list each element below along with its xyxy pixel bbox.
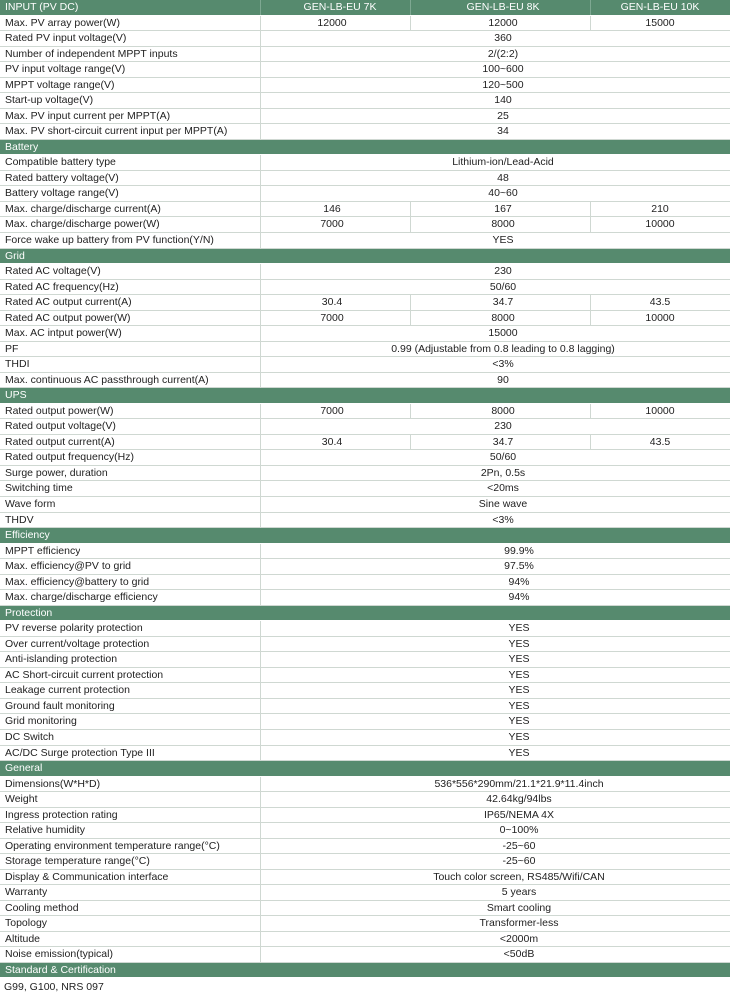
column-divider [260, 544, 261, 559]
column-divider [260, 311, 261, 326]
spec-label: Weight [5, 793, 38, 806]
column-divider [260, 295, 261, 310]
spec-row [0, 916, 730, 932]
spec-value: 2Pn, 0.5s [480, 466, 526, 479]
spec-value: 146 [323, 202, 341, 215]
spec-value: YES [508, 715, 530, 728]
spec-value: 10000 [645, 311, 675, 324]
certification-text: G99, G100, NRS 097 [4, 981, 104, 993]
spec-label: Altitude [5, 932, 41, 945]
spec-label: Start-up voltage(V) [5, 94, 94, 107]
spec-value: YES [508, 684, 530, 697]
spec-value: YES [508, 622, 530, 635]
spec-label: Rated output voltage(V) [5, 420, 116, 433]
spec-row [0, 31, 730, 47]
spec-row [0, 808, 730, 824]
spec-row [0, 575, 730, 591]
spec-value: YES [508, 746, 530, 759]
spec-value: YES [508, 668, 530, 681]
spec-value: -25~60 [502, 839, 536, 852]
column-divider [260, 823, 261, 838]
column-divider [260, 155, 261, 170]
spec-label: Surge power, duration [5, 466, 108, 479]
spec-row [0, 419, 730, 435]
spec-label: Dimensions(W*H*D) [5, 777, 101, 790]
spec-row [0, 839, 730, 855]
spec-value: Lithium-ion/Lead-Acid [452, 156, 554, 169]
column-divider [260, 854, 261, 869]
column-divider [260, 714, 261, 729]
spec-row [0, 155, 730, 171]
column-divider [590, 0, 591, 15]
column-divider [260, 683, 261, 698]
spec-label: Max. efficiency@PV to grid [5, 560, 132, 573]
spec-label: Max. PV short-circuit current input per MPPT(A) [5, 125, 228, 138]
spec-value: 25 [497, 109, 509, 122]
column-divider [260, 450, 261, 465]
spec-row [0, 342, 730, 358]
column-divider [260, 590, 261, 605]
model-column-header: GEN-LB-EU 7K [303, 1, 377, 13]
spec-value: <2000m [499, 932, 539, 945]
spec-value: 43.5 [649, 435, 671, 448]
column-divider [410, 295, 411, 310]
spec-value: 15000 [645, 16, 675, 29]
column-divider [260, 575, 261, 590]
spec-label: Rated AC frequency(Hz) [5, 280, 119, 293]
spec-label: Rated output power(W) [5, 404, 114, 417]
spec-row [0, 404, 730, 420]
section-title: General [5, 762, 43, 775]
column-divider [410, 0, 411, 15]
spec-label: MPPT efficiency [5, 544, 81, 557]
spec-row [0, 171, 730, 187]
column-divider [260, 0, 261, 15]
spec-label: Rated output frequency(Hz) [5, 451, 134, 464]
spec-label: Rated output current(A) [5, 435, 115, 448]
spec-row [0, 590, 730, 606]
column-divider [260, 746, 261, 761]
spec-label: Max. charge/discharge current(A) [5, 202, 161, 215]
spec-value: 10000 [645, 218, 675, 231]
spec-value: 12000 [317, 16, 347, 29]
spec-label: Display & Communication interface [5, 870, 169, 883]
spec-value: 230 [494, 420, 512, 433]
spec-row [0, 932, 730, 948]
spec-label: Leakage current protection [5, 684, 130, 697]
column-divider [590, 217, 591, 232]
spec-row [0, 652, 730, 668]
spec-label: PF [5, 342, 19, 355]
spec-label: Max. efficiency@battery to grid [5, 575, 150, 588]
spec-value: 40~60 [488, 187, 518, 200]
column-divider [260, 932, 261, 947]
section-title: Standard & Certification [5, 963, 116, 976]
spec-row [0, 777, 730, 793]
spec-row [0, 792, 730, 808]
spec-label: Storage temperature range(°C) [5, 855, 150, 868]
column-divider [590, 404, 591, 419]
spec-label: THDI [5, 358, 30, 371]
spec-value: 2/(2:2) [487, 47, 519, 60]
spec-label: AC/DC Surge protection Type III [5, 746, 155, 759]
spec-label: Max. AC intput power(W) [5, 327, 122, 340]
column-divider [260, 901, 261, 916]
spec-label: Grid monitoring [5, 715, 77, 728]
column-divider [260, 668, 261, 683]
spec-label: PV reverse polarity protection [5, 622, 143, 635]
section-header [0, 249, 730, 265]
column-divider [260, 404, 261, 419]
spec-label: Ground fault monitoring [5, 699, 115, 712]
column-divider [410, 404, 411, 419]
spec-label: THDV [5, 513, 34, 526]
column-divider [590, 311, 591, 326]
spec-value: 120~500 [482, 78, 524, 91]
spec-label: Anti-islanding protection [5, 653, 118, 666]
column-divider [410, 202, 411, 217]
column-divider [260, 839, 261, 854]
column-divider [260, 777, 261, 792]
column-divider [260, 357, 261, 372]
spec-row [0, 544, 730, 560]
spec-value: 8000 [491, 218, 515, 231]
spec-value: 94% [508, 591, 530, 604]
spec-label: Max. charge/discharge efficiency [5, 591, 158, 604]
column-divider [260, 466, 261, 481]
spec-value: 7000 [320, 311, 344, 324]
spec-value: 42.64kg/94lbs [486, 793, 552, 806]
column-divider [410, 217, 411, 232]
spec-label: Rated AC voltage(V) [5, 265, 101, 278]
section-header [0, 761, 730, 777]
spec-row [0, 637, 730, 653]
spec-value: 7000 [320, 218, 344, 231]
spec-value: 7000 [320, 404, 344, 417]
spec-row [0, 683, 730, 699]
spec-value: 34.7 [492, 296, 514, 309]
column-divider [260, 808, 261, 823]
section-title: Efficiency [5, 529, 50, 542]
spec-row [0, 621, 730, 637]
section-header [0, 528, 730, 544]
spec-row [0, 109, 730, 125]
spec-row [0, 513, 730, 529]
section-title: Protection [5, 606, 53, 619]
column-divider [260, 342, 261, 357]
spec-label: Rated AC output current(A) [5, 296, 132, 309]
spec-label: Force wake up battery from PV function(Y/N) [5, 233, 214, 246]
spec-value: YES [508, 699, 530, 712]
spec-row [0, 357, 730, 373]
column-divider [590, 435, 591, 450]
column-divider [260, 637, 261, 652]
spec-label: Wave form [5, 498, 56, 510]
column-divider [260, 497, 261, 512]
spec-row [0, 901, 730, 917]
spec-value: <20ms [487, 482, 519, 495]
spec-row [0, 450, 730, 466]
spec-value: 0~100% [499, 824, 539, 837]
spec-value: 50/60 [489, 280, 517, 293]
column-divider [260, 513, 261, 528]
column-divider [260, 264, 261, 279]
spec-label: Ingress protection rating [5, 808, 118, 821]
column-divider [260, 171, 261, 186]
spec-row [0, 746, 730, 762]
spec-label: Max. PV input current per MPPT(A) [5, 109, 171, 122]
column-divider [260, 233, 261, 248]
section-header [0, 0, 730, 16]
spec-value: 0.99 (Adjustable from 0.8 leading to 0.8 lagging) [391, 342, 615, 355]
column-divider [260, 16, 261, 31]
spec-value: 97.5% [504, 560, 534, 573]
spec-row [0, 668, 730, 684]
section-header [0, 388, 730, 404]
spec-value: <3% [492, 513, 514, 526]
spec-value: 12000 [488, 16, 518, 29]
column-divider [260, 559, 261, 574]
spec-row [0, 202, 730, 218]
spec-value: <50dB [503, 948, 535, 961]
spec-row [0, 947, 730, 963]
column-divider [260, 202, 261, 217]
spec-label: Rated AC output power(W) [5, 311, 131, 324]
column-divider [260, 652, 261, 667]
spec-label: DC Switch [5, 730, 55, 743]
column-divider [260, 93, 261, 108]
column-divider [260, 730, 261, 745]
column-divider [410, 16, 411, 31]
column-divider [260, 792, 261, 807]
spec-value: <3% [492, 358, 514, 371]
spec-row [0, 559, 730, 575]
column-divider [590, 295, 591, 310]
section-header [0, 140, 730, 156]
spec-label: Operating environment temperature range(°C) [5, 839, 220, 852]
spec-row [0, 885, 730, 901]
spec-row [0, 62, 730, 78]
spec-row [0, 264, 730, 280]
column-divider [260, 109, 261, 124]
spec-label: AC Short-circuit current protection [5, 668, 164, 681]
spec-row [0, 311, 730, 327]
section-title: UPS [5, 389, 27, 402]
column-divider [260, 947, 261, 962]
spec-value: YES [492, 233, 514, 246]
spec-row [0, 326, 730, 342]
spec-value: 43.5 [649, 296, 671, 309]
spec-row [0, 730, 730, 746]
spec-row [0, 78, 730, 94]
spec-row [0, 124, 730, 140]
spec-label: Max. continuous AC passthrough current(A) [5, 373, 209, 386]
spec-value: Smart cooling [486, 901, 552, 914]
spec-row [0, 481, 730, 497]
spec-value: 48 [497, 171, 509, 184]
spec-value: 30.4 [321, 296, 343, 309]
spec-row [0, 47, 730, 63]
spec-value: 230 [494, 265, 512, 278]
spec-value: 90 [497, 373, 509, 386]
spec-value: 94% [508, 575, 530, 588]
spec-label: Cooling method [5, 901, 79, 914]
spec-value: 140 [494, 94, 512, 107]
column-divider [260, 885, 261, 900]
spec-row [0, 497, 730, 513]
spec-label: PV input voltage range(V) [5, 63, 126, 76]
spec-value: 30.4 [321, 435, 343, 448]
spec-row [0, 373, 730, 389]
spec-value: 210 [651, 202, 669, 215]
spec-value: 34.7 [492, 435, 514, 448]
spec-value: -25~60 [502, 855, 536, 868]
spec-value: 360 [494, 32, 512, 45]
spec-row [0, 466, 730, 482]
section-title: INPUT (PV DC) [5, 1, 79, 13]
spec-row [0, 854, 730, 870]
spec-value: 10000 [645, 404, 675, 417]
spec-value: 536*556*290mm/21.1*21.9*11.4inch [434, 777, 604, 790]
spec-label: Max. charge/discharge power(W) [5, 218, 160, 231]
spec-row [0, 699, 730, 715]
model-column-header: GEN-LB-EU 10K [620, 1, 700, 13]
column-divider [260, 280, 261, 295]
spec-value: 15000 [488, 327, 518, 340]
spec-value: IP65/NEMA 4X [483, 808, 555, 821]
section-title: Battery [5, 140, 39, 153]
spec-label: Compatible battery type [5, 156, 116, 169]
spec-label: Switching time [5, 482, 73, 495]
spec-label: Topology [5, 917, 48, 930]
spec-label: Number of independent MPPT inputs [5, 47, 178, 60]
spec-value: 50/60 [489, 451, 517, 464]
spec-value: Sine wave [478, 498, 528, 510]
spec-value: 100~600 [482, 63, 524, 76]
column-divider [260, 916, 261, 931]
column-divider [260, 186, 261, 201]
column-divider [410, 311, 411, 326]
column-divider [590, 16, 591, 31]
column-divider [260, 78, 261, 93]
spec-label: MPPT voltage range(V) [5, 78, 115, 91]
column-divider [260, 621, 261, 636]
spec-row [0, 435, 730, 451]
spec-value: 5 years [501, 886, 537, 899]
column-divider [260, 31, 261, 46]
spec-row [0, 295, 730, 311]
column-divider [260, 481, 261, 496]
column-divider [260, 419, 261, 434]
column-divider [260, 699, 261, 714]
spec-label: Battery voltage range(V) [5, 187, 119, 200]
spec-value: YES [508, 653, 530, 666]
spec-value: YES [508, 637, 530, 650]
spec-label: Over current/voltage protection [5, 637, 150, 650]
spec-label: Rated battery voltage(V) [5, 171, 119, 184]
spec-row [0, 280, 730, 296]
spec-row [0, 16, 730, 32]
spec-row [0, 714, 730, 730]
spec-label: Noise emission(typical) [5, 948, 113, 961]
spec-value: 167 [494, 202, 512, 215]
section-title: Grid [5, 249, 25, 262]
spec-value: 8000 [491, 311, 515, 324]
column-divider [260, 870, 261, 885]
spec-row [0, 233, 730, 249]
section-header [0, 963, 730, 979]
spec-value: 99.9% [504, 544, 534, 557]
spec-value: 8000 [491, 404, 515, 417]
column-divider [260, 435, 261, 450]
column-divider [260, 373, 261, 388]
column-divider [260, 326, 261, 341]
spec-label: Warranty [5, 886, 48, 899]
spec-row [0, 870, 730, 886]
spec-row [0, 217, 730, 233]
column-divider [260, 62, 261, 77]
spec-label: Rated PV input voltage(V) [5, 32, 127, 45]
spec-value: YES [508, 730, 530, 743]
section-header [0, 606, 730, 622]
column-divider [260, 47, 261, 62]
spec-row [0, 93, 730, 109]
spec-row [0, 186, 730, 202]
spec-value: 34 [497, 125, 509, 138]
column-divider [410, 435, 411, 450]
column-divider [590, 202, 591, 217]
spec-label: Relative humidity [5, 824, 85, 837]
model-column-header: GEN-LB-EU 8K [466, 1, 540, 13]
column-divider [260, 124, 261, 139]
spec-label: Max. PV array power(W) [5, 16, 120, 29]
spec-row [0, 823, 730, 839]
spec-value: Touch color screen, RS485/Wifi/CAN [433, 870, 605, 883]
column-divider [260, 217, 261, 232]
spec-value: Transformer-less [479, 917, 559, 930]
